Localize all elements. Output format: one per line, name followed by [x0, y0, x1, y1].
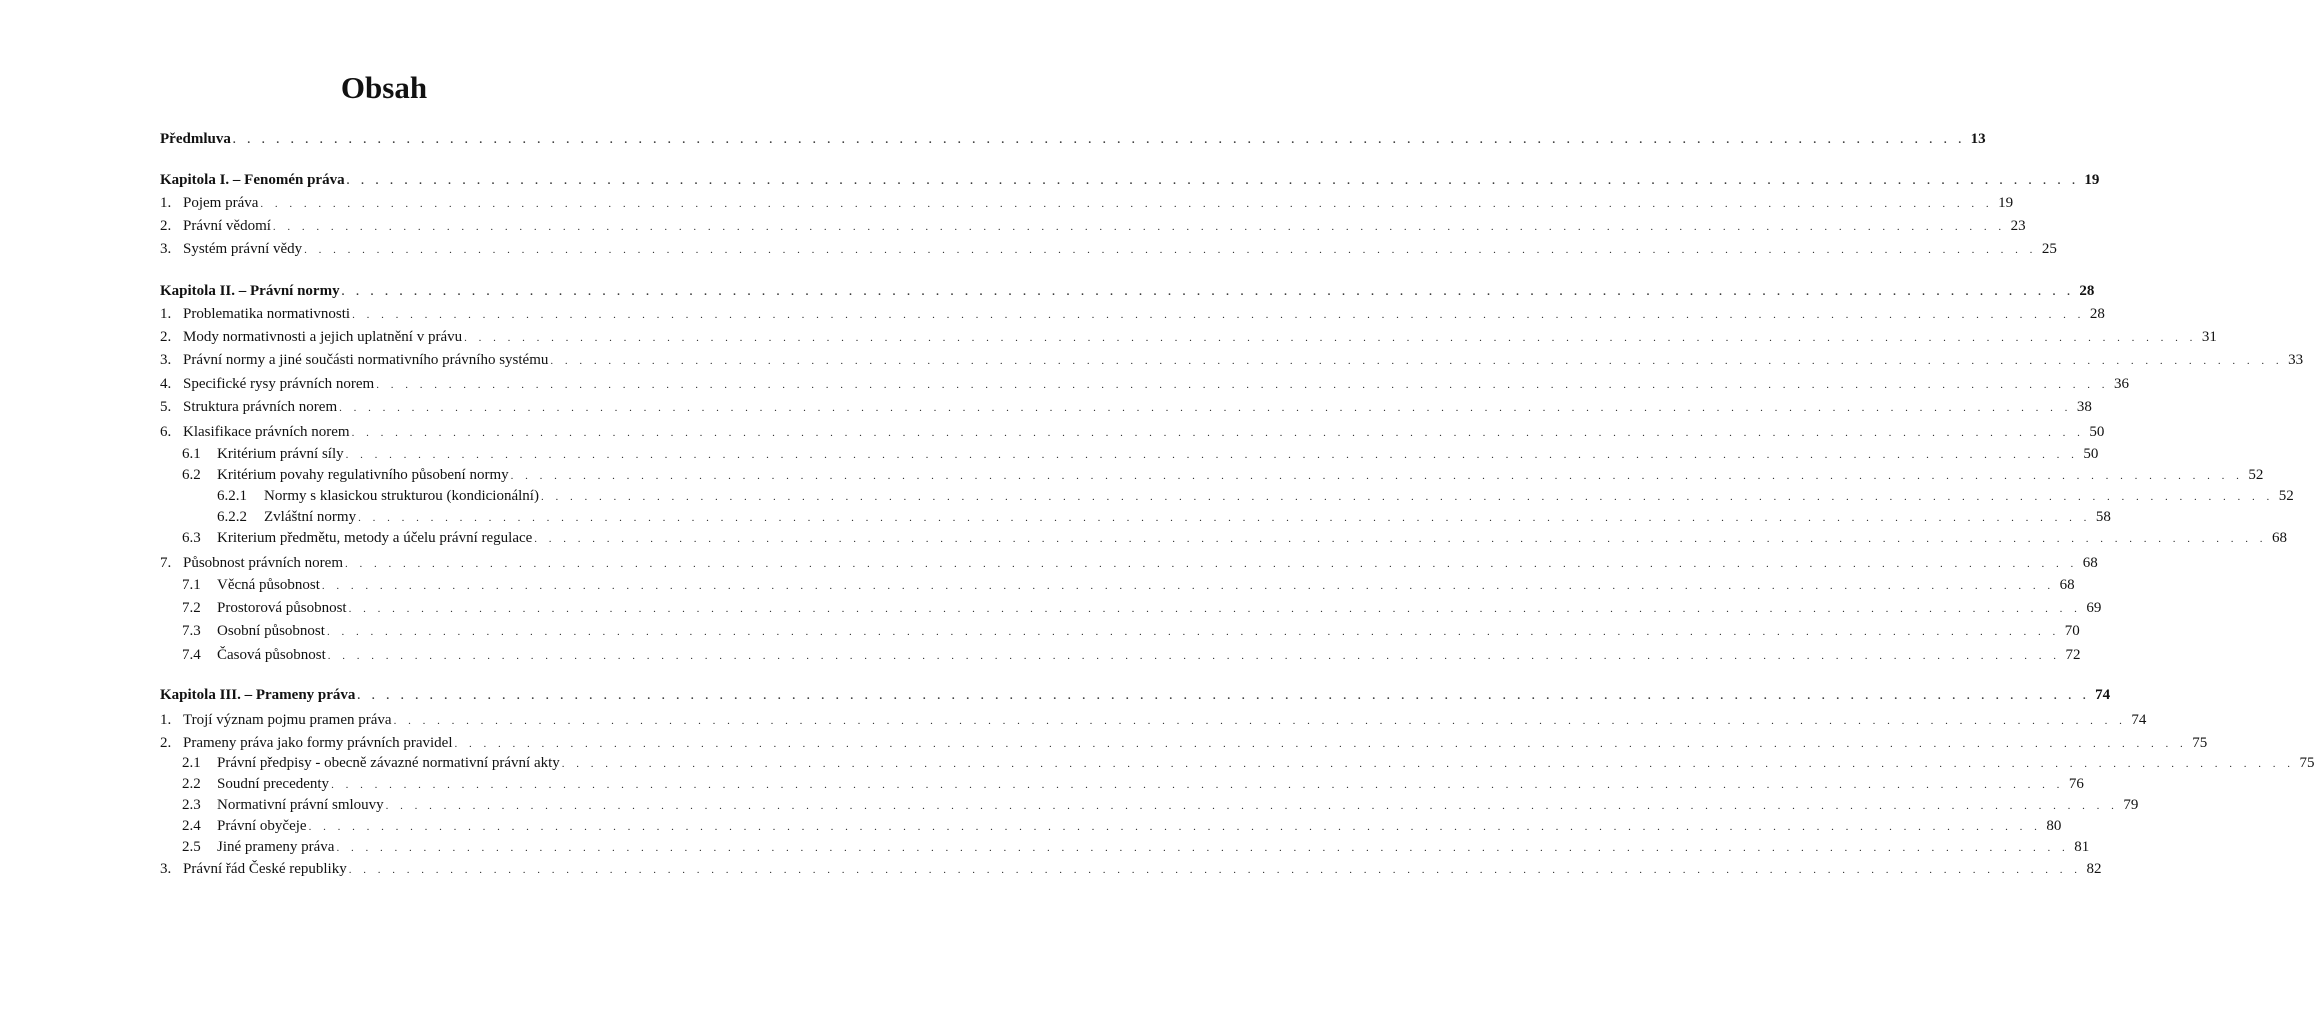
entry-number: 3.	[160, 861, 172, 877]
toc-entry	[160, 774, 2084, 794]
entry-number: 6.1	[182, 446, 201, 462]
entry-number: 1.	[160, 306, 172, 322]
entry-page-number: 69	[2086, 600, 2102, 616]
dot-leader: . . . . . . . . . . . . . . . . . . . . . . . . . . . . . . . . . . . . . . . . . . . . . . . . . . . . . . . . . . . . . . . . . . . . . . . . . . . . . . . . . . . . . . . . . . . . . . . . . . . . . . . . . . . . . . . . . . . . . . . .	[339, 402, 2072, 414]
entry-number: 4.	[160, 376, 172, 392]
entry-title: Specifické rysy právních norem	[183, 376, 375, 392]
toc-chapter-entry	[160, 129, 1986, 149]
dot-leader: . . . . . . . . . . . . . . . . . . . . . . . . . . . . . . . . . . . . . . . . . . . . . . . . . . . . . . . . . . . . . . . . . . . . . . . . . . . . . . . . . . . . . . . . . . . . . . . . . . . . . . . . . . . . . . . . . . . . . . . .	[561, 758, 2295, 770]
entry-title: Kapitola III. – Prameny práva	[160, 687, 356, 703]
entry-number: 3.	[160, 241, 172, 257]
entry-title: Kapitola II. – Právní normy	[160, 283, 340, 299]
toc-entry	[160, 507, 2111, 527]
page-title: Obsah	[340, 70, 428, 105]
entry-page-number: 74	[2131, 712, 2147, 728]
entry-title: Právní normy a jiné součásti normativního právního systému	[183, 352, 549, 368]
dot-leader: . . . . . . . . . . . . . . . . . . . . . . . . . . . . . . . . . . . . . . . . . . . . . . . . . . . . . . . . . . . . . . . . . . . . . . . . . . . . . . . . . . . . . . . . . . . . . . . . . . . . . . . . . . . . . . . . . . . . . . . .	[357, 690, 2091, 702]
toc-entry	[160, 553, 2098, 573]
entry-page-number: 58	[2095, 509, 2111, 525]
entry-page-number: 19	[1998, 195, 2014, 211]
entry-page-number: 75	[2192, 735, 2208, 751]
entry-title: Kritérium povahy regulativního působení normy	[217, 467, 509, 483]
entry-number: 2.4	[182, 818, 201, 834]
entry-title: Kriterium předmětu, metody a účelu právní regulace	[217, 530, 533, 546]
dot-leader: . . . . . . . . . . . . . . . . . . . . . . . . . . . . . . . . . . . . . . . . . . . . . . . . . . . . . . . . . . . . . . . . . . . . . . . . . . . . . . . . . . . . . . . . . . . . . . . . . . . . . . . . . . . . . . . . . . . . . . . .	[358, 512, 2091, 524]
toc-entry	[160, 193, 2014, 213]
entry-title: Prameny práva jako formy právních pravidel	[183, 735, 453, 751]
toc-chapter-entry	[160, 170, 2100, 190]
entry-title: Věcná působnost	[217, 577, 320, 593]
dot-leader: . . . . . . . . . . . . . . . . . . . . . . . . . . . . . . . . . . . . . . . . . . . . . . . . . . . . . . . . . . . . . . . . . . . . . . . . . . . . . . . . . . . . . . . . . . . . . . . . . . . . . . . . . . . . . . . . . . . . . . . .	[510, 470, 2244, 482]
entry-title: Normy s klasickou strukturou (kondicionální)	[264, 488, 539, 504]
entry-title: Klasifikace právních norem	[183, 424, 350, 440]
toc-entry	[160, 444, 2099, 464]
toc-entry	[160, 621, 2080, 641]
entry-page-number: 68	[2082, 555, 2098, 571]
toc-entry	[160, 837, 2090, 857]
entry-title: Soudní precedenty	[217, 776, 330, 792]
dot-leader: . . . . . . . . . . . . . . . . . . . . . . . . . . . . . . . . . . . . . . . . . . . . . . . . . . . . . . . . . . . . . . . . . . . . . . . . . . . . . . . . . . . . . . . . . . . . . . . . . . . . . . . . . . . . . . . . . . . . . . . .	[454, 738, 2188, 750]
entry-page-number: 28	[2079, 283, 2095, 299]
entry-title: Právní vědomí	[183, 218, 271, 234]
entry-number: 3.	[160, 352, 172, 368]
toc-entry	[160, 397, 2092, 417]
entry-page-number: 76	[2068, 776, 2084, 792]
entry-page-number: 28	[2089, 306, 2105, 322]
dot-leader: . . . . . . . . . . . . . . . . . . . . . . . . . . . . . . . . . . . . . . . . . . . . . . . . . . . . . . . . . . . . . . . . . . . . . . . . . . . . . . . . . . . . . . . . . . . . . . . . . . . . . . . . . . . . . . . . . . . . . . . .	[534, 533, 2268, 545]
entry-page-number: 19	[2084, 172, 2100, 188]
entry-page-number: 50	[2083, 446, 2099, 462]
dot-leader: . . . . . . . . . . . . . . . . . . . . . . . . . . . . . . . . . . . . . . . . . . . . . . . . . . . . . . . . . . . . . . . . . . . . . . . . . . . . . . . . . . . . . . . . . . . . . . . . . . . . . . . . . . . . . . . . . . . . . . . .	[352, 309, 2085, 321]
toc-entry	[160, 304, 2105, 324]
dot-leader: . . . . . . . . . . . . . . . . . . . . . . . . . . . . . . . . . . . . . . . . . . . . . . . . . . . . . . . . . . . . . . . . . . . . . . . . . . . . . . . . . . . . . . . . . . . . . . . . . . . . . . . . . . . . . . . . . . . . . . . .	[393, 715, 2127, 727]
entry-title: Normativní právní smlouvy	[217, 797, 384, 813]
toc-entry	[160, 239, 2057, 259]
dot-leader: . . . . . . . . . . . . . . . . . . . . . . . . . . . . . . . . . . . . . . . . . . . . . . . . . . . . . . . . . . . . . . . . . . . . . . . . . . . . . . . . . . . . . . . . . . . . . . . . . . . . . . . . . . . . . . . . . . . . . . . .	[464, 332, 2197, 344]
entry-title: Jiné prameny práva	[217, 839, 335, 855]
entry-number: 2.	[160, 329, 172, 345]
entry-number: 2.1	[182, 755, 201, 771]
entry-page-number: 31	[2201, 329, 2217, 345]
dot-leader: . . . . . . . . . . . . . . . . . . . . . . . . . . . . . . . . . . . . . . . . . . . . . . . . . . . . . . . . . . . . . . . . . . . . . . . . . . . . . . . . . . . . . . . . . . . . . . . . . . . . . . . . . . . . . . . . . . . . . . . .	[331, 779, 2064, 791]
entry-number: 6.2.1	[217, 488, 247, 504]
entry-title: Systém právní vědy	[183, 241, 303, 257]
entry-title: Problematika normativnosti	[183, 306, 351, 322]
toc-entry	[160, 733, 2208, 753]
toc-entry	[160, 598, 2102, 618]
entry-page-number: 74	[2095, 687, 2111, 703]
toc-entry	[160, 465, 2264, 485]
entry-title: Struktura právních norem	[183, 399, 338, 415]
dot-leader: . . . . . . . . . . . . . . . . . . . . . . . . . . . . . . . . . . . . . . . . . . . . . . . . . . . . . . . . . . . . . . . . . . . . . . . . . . . . . . . . . . . . . . . . . . . . . . . . . . . . . . . . . . . . . . . . . . . . . . . .	[304, 244, 2037, 256]
entry-number: 7.1	[182, 577, 201, 593]
dot-leader: . . . . . . . . . . . . . . . . . . . . . . . . . . . . . . . . . . . . . . . . . . . . . . . . . . . . . . . . . . . . . . . . . . . . . . . . . . . . . . . . . . . . . . . . . . . . . . . . . . . . . . . . . . . . . . . . . . . . . . . .	[232, 134, 1966, 146]
toc-chapter-entry	[160, 281, 2095, 301]
entry-page-number: 80	[2046, 818, 2062, 834]
dot-leader: . . . . . . . . . . . . . . . . . . . . . . . . . . . . . . . . . . . . . . . . . . . . . . . . . . . . . . . . . . . . . . . . . . . . . . . . . . . . . . . . . . . . . . . . . . . . . . . . . . . . . . . . . . . . . . . . . . . . . . . .	[272, 221, 2006, 233]
dot-leader: . . . . . . . . . . . . . . . . . . . . . . . . . . . . . . . . . . . . . . . . . . . . . . . . . . . . . . . . . . . . . . . . . . . . . . . . . . . . . . . . . . . . . . . . . . . . . . . . . . . . . . . . . . . . . . . . . . . . . . . .	[327, 650, 2061, 662]
entry-number: 7.2	[182, 600, 201, 616]
entry-number: 6.	[160, 424, 172, 440]
entry-number: 2.3	[182, 797, 201, 813]
entry-title: Kritérium právní síly	[217, 446, 344, 462]
entry-title: Kapitola I. – Fenomén práva	[160, 172, 345, 188]
toc-entry	[160, 575, 2075, 595]
dot-leader: . . . . . . . . . . . . . . . . . . . . . . . . . . . . . . . . . . . . . . . . . . . . . . . . . . . . . . . . . . . . . . . . . . . . . . . . . . . . . . . . . . . . . . . . . . . . . . . . . . . . . . . . . . . . . . . . . . . . . . . .	[348, 603, 2082, 615]
entry-number: 5.	[160, 399, 172, 415]
toc-entry	[160, 350, 2304, 370]
entry-page-number: 68	[2272, 530, 2288, 546]
entry-title: Zvláštní normy	[264, 509, 357, 525]
entry-title: Trojí význam pojmu pramen práva	[183, 712, 392, 728]
dot-leader: . . . . . . . . . . . . . . . . . . . . . . . . . . . . . . . . . . . . . . . . . . . . . . . . . . . . . . . . . . . . . . . . . . . . . . . . . . . . . . . . . . . . . . . . . . . . . . . . . . . . . . . . . . . . . . . . . . . . . . . .	[550, 355, 2284, 367]
entry-page-number: 52	[2278, 488, 2294, 504]
dot-leader: . . . . . . . . . . . . . . . . . . . . . . . . . . . . . . . . . . . . . . . . . . . . . . . . . . . . . . . . . . . . . . . . . . . . . . . . . . . . . . . . . . . . . . . . . . . . . . . . . . . . . . . . . . . . . . . . . . . . . . . .	[321, 580, 2055, 592]
entry-page-number: 52	[2248, 467, 2264, 483]
entry-page-number: 72	[2065, 647, 2081, 663]
entry-number: 2.2	[182, 776, 201, 792]
dot-leader: . . . . . . . . . . . . . . . . . . . . . . . . . . . . . . . . . . . . . . . . . . . . . . . . . . . . . . . . . . . . . . . . . . . . . . . . . . . . . . . . . . . . . . . . . . . . . . . . . . . . . . . . . . . . . . . . . . . . . . . .	[540, 491, 2274, 503]
dot-leader: . . . . . . . . . . . . . . . . . . . . . . . . . . . . . . . . . . . . . . . . . . . . . . . . . . . . . . . . . . . . . . . . . . . . . . . . . . . . . . . . . . . . . . . . . . . . . . . . . . . . . . . . . . . . . . . . . . . . . . . .	[344, 558, 2078, 570]
entry-title: Osobní působnost	[217, 623, 325, 639]
entry-page-number: 36	[2113, 376, 2129, 392]
dot-leader: . . . . . . . . . . . . . . . . . . . . . . . . . . . . . . . . . . . . . . . . . . . . . . . . . . . . . . . . . . . . . . . . . . . . . . . . . . . . . . . . . . . . . . . . . . . . . . . . . . . . . . . . . . . . . . . . . . . . . . . .	[348, 864, 2082, 876]
entry-page-number: 23	[2010, 218, 2026, 234]
entry-number: 2.	[160, 218, 172, 234]
entry-number: 6.3	[182, 530, 201, 546]
entry-number: 6.2	[182, 467, 201, 483]
entry-title: Mody normativnosti a jejich uplatnění v právu	[183, 329, 463, 345]
entry-page-number: 79	[2123, 797, 2139, 813]
entry-page-number: 68	[2059, 577, 2075, 593]
dot-leader: . . . . . . . . . . . . . . . . . . . . . . . . . . . . . . . . . . . . . . . . . . . . . . . . . . . . . . . . . . . . . . . . . . . . . . . . . . . . . . . . . . . . . . . . . . . . . . . . . . . . . . . . . . . . . . . . . . . . . . . .	[385, 800, 2119, 812]
entry-title: Předmluva	[160, 131, 231, 147]
entry-number: 2.	[160, 735, 172, 751]
entry-page-number: 13	[1970, 131, 1986, 147]
entry-number: 1.	[160, 195, 172, 211]
entry-title: Působnost právních norem	[183, 555, 343, 571]
entry-title: Prostorová působnost	[217, 600, 347, 616]
toc-entry	[160, 859, 2102, 879]
entry-title: Pojem práva	[183, 195, 259, 211]
entry-number: 2.5	[182, 839, 201, 855]
entry-page-number: 25	[2041, 241, 2057, 257]
entry-page-number: 75	[2299, 755, 2315, 771]
dot-leader: . . . . . . . . . . . . . . . . . . . . . . . . . . . . . . . . . . . . . . . . . . . . . . . . . . . . . . . . . . . . . . . . . . . . . . . . . . . . . . . . . . . . . . . . . . . . . . . . . . . . . . . . . . . . . . . . . . . . . . . .	[345, 449, 2079, 461]
entry-title: Právní obyčeje	[217, 818, 307, 834]
dot-leader: . . . . . . . . . . . . . . . . . . . . . . . . . . . . . . . . . . . . . . . . . . . . . . . . . . . . . . . . . . . . . . . . . . . . . . . . . . . . . . . . . . . . . . . . . . . . . . . . . . . . . . . . . . . . . . . . . . . . . . . .	[351, 427, 2085, 439]
dot-leader: . . . . . . . . . . . . . . . . . . . . . . . . . . . . . . . . . . . . . . . . . . . . . . . . . . . . . . . . . . . . . . . . . . . . . . . . . . . . . . . . . . . . . . . . . . . . . . . . . . . . . . . . . . . . . . . . . . . . . . . .	[376, 379, 2109, 391]
dot-leader: . . . . . . . . . . . . . . . . . . . . . . . . . . . . . . . . . . . . . . . . . . . . . . . . . . . . . . . . . . . . . . . . . . . . . . . . . . . . . . . . . . . . . . . . . . . . . . . . . . . . . . . . . . . . . . . . . . . . . . . .	[260, 198, 1994, 210]
entry-title: Časová působnost	[217, 647, 326, 663]
toc-entry	[160, 374, 2129, 394]
toc-entry	[160, 710, 2147, 730]
toc-entry	[160, 816, 2062, 836]
entry-number: 1.	[160, 712, 172, 728]
entry-title: Právní předpisy - obecně závazné normativní právní akty	[217, 755, 560, 771]
dot-leader: . . . . . . . . . . . . . . . . . . . . . . . . . . . . . . . . . . . . . . . . . . . . . . . . . . . . . . . . . . . . . . . . . . . . . . . . . . . . . . . . . . . . . . . . . . . . . . . . . . . . . . . . . . . . . . . . . . . . . . . .	[341, 286, 2075, 298]
entry-page-number: 50	[2089, 424, 2105, 440]
entry-number: 7.	[160, 555, 172, 571]
entry-page-number: 82	[2086, 861, 2102, 877]
toc-entry	[160, 327, 2217, 347]
entry-number: 7.3	[182, 623, 201, 639]
entry-number: 7.4	[182, 647, 201, 663]
toc-entry	[160, 216, 2026, 236]
toc-entry	[160, 645, 2081, 665]
entry-page-number: 81	[2074, 839, 2090, 855]
entry-title: Právní řád České republiky	[183, 861, 347, 877]
entry-page-number: 33	[2288, 352, 2304, 368]
toc-entry	[160, 486, 2294, 506]
toc-entry	[160, 795, 2139, 815]
toc-entry	[160, 753, 2315, 773]
toc-chapter-entry	[160, 685, 2111, 705]
dot-leader: . . . . . . . . . . . . . . . . . . . . . . . . . . . . . . . . . . . . . . . . . . . . . . . . . . . . . . . . . . . . . . . . . . . . . . . . . . . . . . . . . . . . . . . . . . . . . . . . . . . . . . . . . . . . . . . . . . . . . . . .	[308, 821, 2042, 833]
entry-number: 6.2.2	[217, 509, 247, 525]
toc-entry	[160, 528, 2288, 548]
entry-page-number: 38	[2076, 399, 2092, 415]
dot-leader: . . . . . . . . . . . . . . . . . . . . . . . . . . . . . . . . . . . . . . . . . . . . . . . . . . . . . . . . . . . . . . . . . . . . . . . . . . . . . . . . . . . . . . . . . . . . . . . . . . . . . . . . . . . . . . . . . . . . . . . .	[336, 842, 2070, 854]
dot-leader: . . . . . . . . . . . . . . . . . . . . . . . . . . . . . . . . . . . . . . . . . . . . . . . . . . . . . . . . . . . . . . . . . . . . . . . . . . . . . . . . . . . . . . . . . . . . . . . . . . . . . . . . . . . . . . . . . . . . . . . .	[326, 626, 2060, 638]
toc-entry	[160, 422, 2105, 442]
entry-page-number: 70	[2064, 623, 2080, 639]
dot-leader: . . . . . . . . . . . . . . . . . . . . . . . . . . . . . . . . . . . . . . . . . . . . . . . . . . . . . . . . . . . . . . . . . . . . . . . . . . . . . . . . . . . . . . . . . . . . . . . . . . . . . . . . . . . . . . . . . . . . . . . .	[346, 175, 2080, 187]
